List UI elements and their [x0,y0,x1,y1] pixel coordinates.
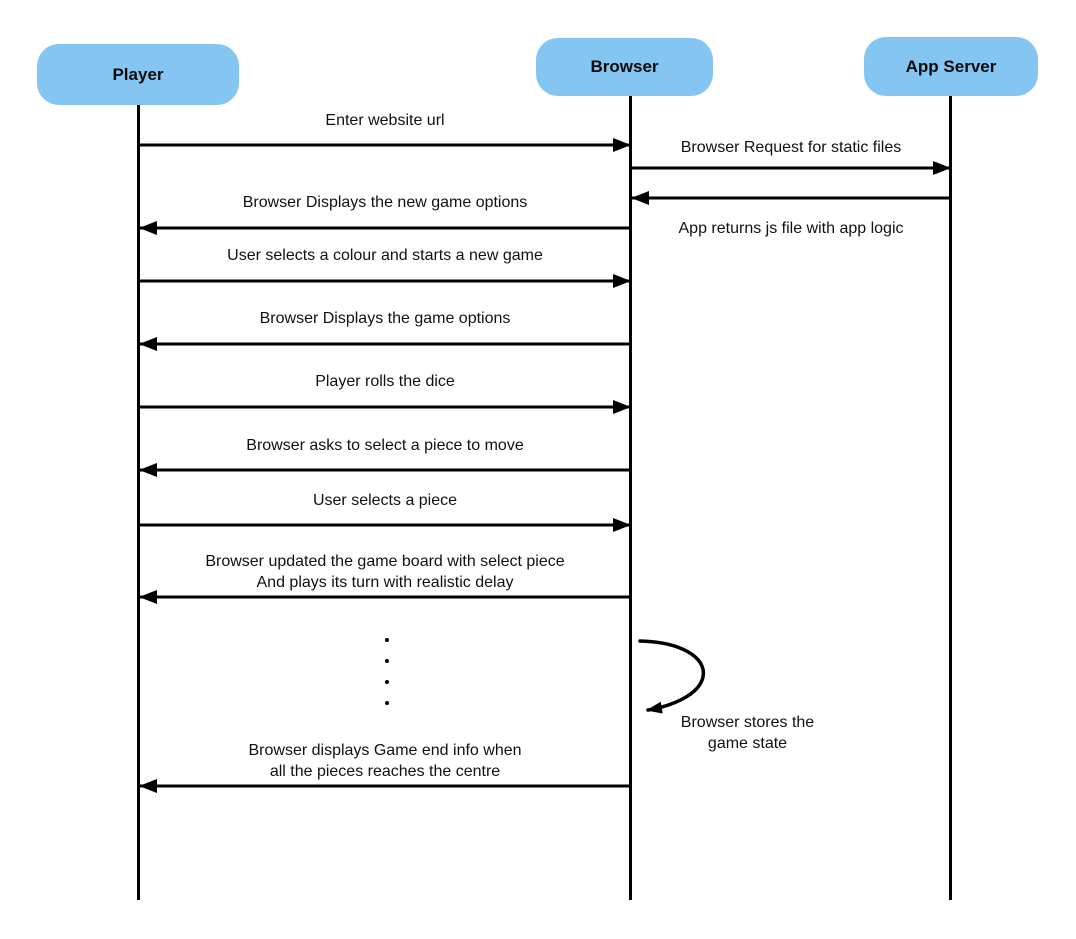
ellipsis-dot [385,659,389,663]
arrow-shaft [140,280,630,283]
message-arrow-left [140,590,630,604]
message-label: Browser Displays the game options [259,310,511,327]
arrowhead-icon [613,138,631,152]
arrowhead-icon [933,161,951,175]
arrow-shaft [140,469,630,472]
message-arrow-right [140,400,630,414]
message-label-line1: Browser updated the game board with select piece [205,553,565,570]
message-label-line2: all the pieces reaches the centre [269,763,501,780]
arrowhead-icon [139,590,157,604]
message-label: App returns js file with app logic [678,220,904,237]
actor-app-server [864,37,1038,96]
message-label: Player rolls the dice [315,373,455,390]
arrow-shaft [632,197,950,200]
message-label: User selects a colour and starts a new game [227,247,543,264]
message-arrow-right [140,518,630,532]
message-arrow-left [140,463,630,477]
self-loop-arrow [600,630,760,725]
arrow-shaft [632,167,950,170]
arrowhead-icon [631,191,649,205]
arrow-shaft [140,144,630,147]
arrowhead-icon [139,463,157,477]
lifeline-app-server [949,96,952,900]
message-arrow-right [140,138,630,152]
arrowhead-icon [613,400,631,414]
message-arrow-right [140,274,630,288]
actor-player-label: Player [112,64,164,84]
message-arrow-right [632,161,950,175]
arrow-shaft [140,524,630,527]
arrow-shaft [140,406,630,409]
message-arrow-left [140,779,630,793]
arrow-shaft [140,596,630,599]
self-loop-label-line1: Browser stores the [680,714,815,731]
message-label [140,740,630,782]
arrowhead-icon [139,221,157,235]
message-label: Browser Request for static files [680,139,902,156]
arrowhead-icon [139,779,157,793]
message-label-line2: And plays its turn with realistic delay [256,574,514,591]
message-arrow-left [140,337,630,351]
self-loop-label [635,712,860,754]
message-arrow-left [632,191,950,205]
message-label [140,551,630,593]
self-loop-label-line2: game state [707,735,788,752]
message-arrow-left [140,221,630,235]
message-label-line1: Browser displays Game end info when [248,742,522,759]
message-label: Browser asks to select a piece to move [246,437,524,454]
ellipsis-dot [385,701,389,705]
arrow-shaft [140,343,630,346]
message-label: User selects a piece [312,492,458,509]
message-label: Enter website url [325,112,445,129]
message-label: Browser Displays the new game options [242,194,528,211]
actor-app-server-label: App Server [905,56,997,76]
arrowhead-icon [139,337,157,351]
arrowhead-icon [613,518,631,532]
actor-browser-label: Browser [590,57,659,76]
actor-player [37,44,239,105]
arrowhead-icon [613,274,631,288]
arrow-shaft [140,227,630,230]
ellipsis-dot [385,680,389,684]
ellipsis-dot [385,638,389,642]
arrow-shaft [140,785,630,788]
actor-browser [536,38,713,96]
